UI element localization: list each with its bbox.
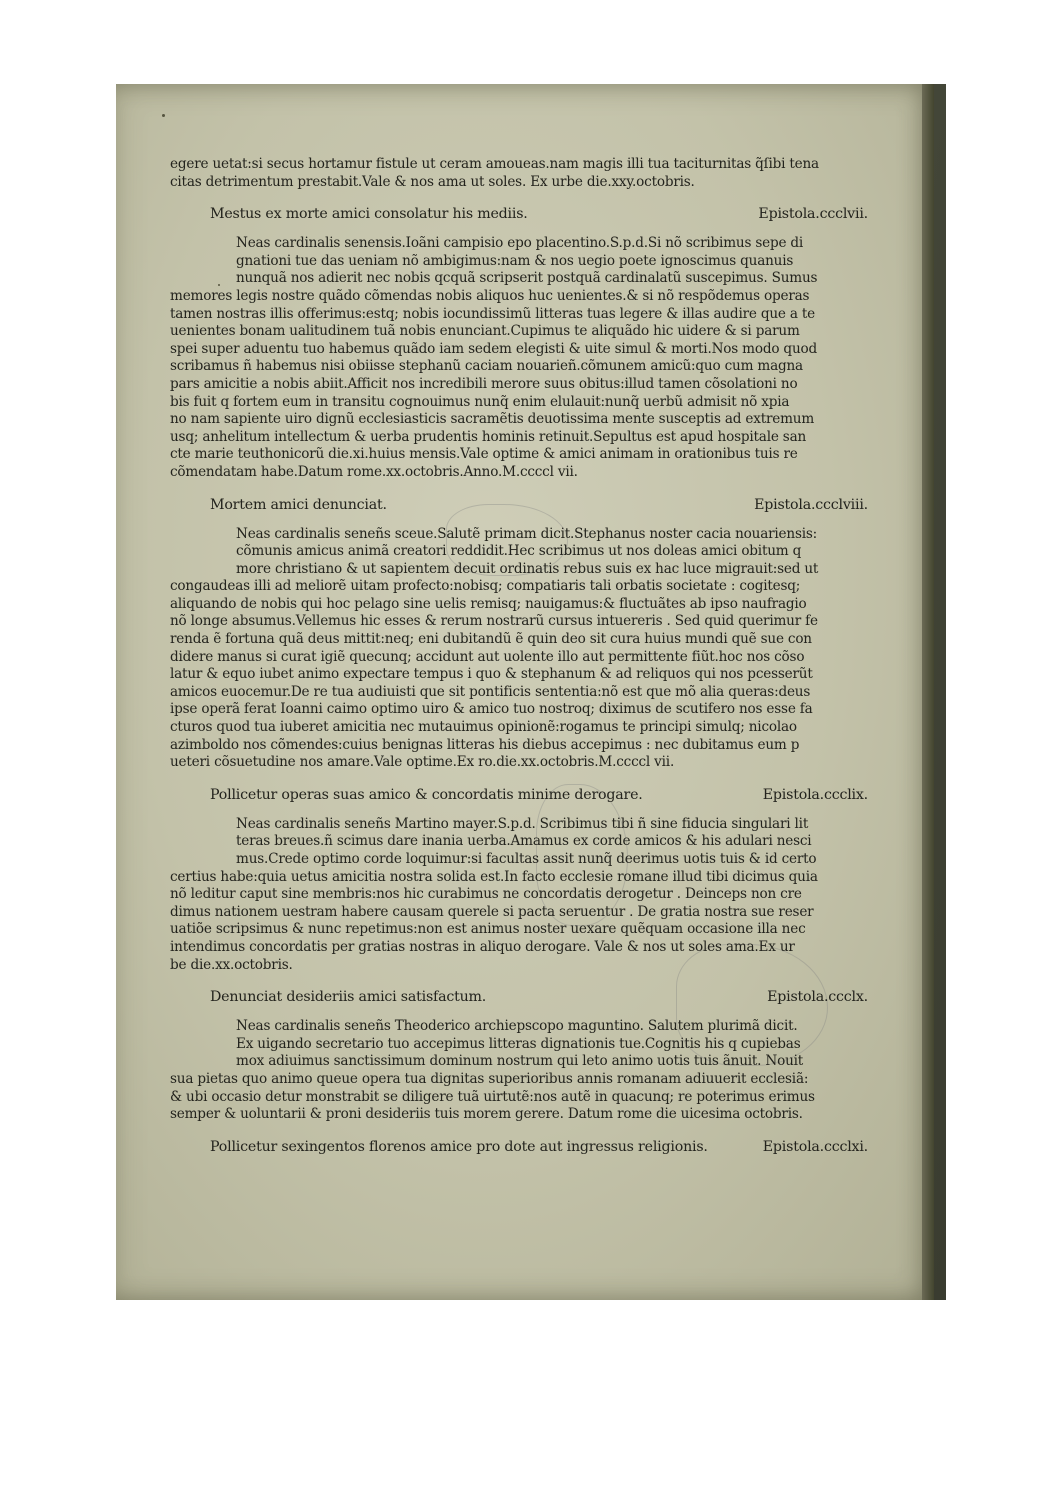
text-line: certius habe:quia uetus amicitia nostra solida est.In facto ecclesie romane illud tibi dicimus quia (170, 868, 818, 885)
letter-heading (170, 786, 870, 804)
text-line: Neas cardinalis seneñs Martino mayer.S.p.d. Scribimus tibi ñ sine fiducia singulari lit (236, 815, 809, 832)
text-line: uenientes bonam ualitudinem tuã nobis enunciant.Cupimus te aliquãdo hic uidere & si parum (170, 323, 800, 340)
letter-body (170, 526, 870, 772)
text-line: dimus nationem uestram habere causam querele si pacta seruentur . De gratia nostra sue reser (170, 903, 814, 920)
book-leaf (116, 84, 934, 1300)
letter-heading (170, 496, 870, 514)
letter-heading (170, 1138, 870, 1156)
text-line: no nam sapiente uiro dignũ ecclesiasticis sacramẽtis deuotissima mente susceptis ad extremum (170, 411, 815, 428)
letter-heading (170, 205, 870, 223)
letter-title: Pollicetur operas suas amico & concordatis minime derogare. (210, 786, 643, 803)
text-line: aliquando de nobis qui hoc pelago sine uelis remisq; nauigamus:& fluctuãtes ab ipso naufragio (170, 595, 807, 612)
text-line: citas detrimentum prestabit.Vale & nos ama ut soles. Ex urbe die.xxy.octobris. (170, 173, 695, 190)
text-line: memores legis nostre quãdo cõmendas nobis aliquos huc uenientes.& si nõ respõdemus operas (170, 287, 810, 304)
text-line: Ex uigando secretario tuo accepimus litteras dignationis tue.Cognitis his q cupiebas (236, 1035, 801, 1052)
letter-heading (170, 988, 870, 1006)
text-line: azimboldo nos cõmendes:cuius benignas litteras his diebus accepimus : nec dubitamus eum p (170, 736, 800, 753)
letter-title: Denunciat desideriis amici satisfactum. (210, 989, 487, 1006)
text-line: Neas cardinalis seneñs Theoderico archiepscopo maguntino. Salutem plurimã dicit. (236, 1018, 798, 1035)
text-line: pars amicitie a nobis abiit.Afficit nos incredibili merore suus obitus:illud tamen cõsolationi no (170, 375, 798, 392)
text-line: sua pietas quo animo queue opera tua dignitas superioribus annis romanam adiuuerit ecclesiã: (170, 1070, 809, 1087)
letter-body (170, 1018, 870, 1124)
text-line: didere manus si curat igiẽ quecunq; accidunt aut uolente illo aut permittente fiũt.hoc nos cõso (170, 648, 805, 665)
text-line: amicos euocemur.De re tua audiuisti que sit pontificis sententia:nõ est que mõ alia queras:deus (170, 683, 811, 700)
text-line: uatiõe scripsimus & nunc repetimus:non est animus noster uexare quẽquam occasione illa nec (170, 921, 806, 938)
text-line: tamen nostras illis offerimus:estq; nobis iocundissimũ litteras tuas legere & illas audire que a te (170, 305, 816, 322)
text-line: teras breues.ñ scimus dare inania uerba.Amamus ex corde amicos & his adulari nesci (236, 833, 812, 850)
text-line: ipse operã ferat Ioanni caimo optimo uiro & amico tuo nostroq; diximus de scutifero nos esse fa (170, 701, 813, 718)
text-line: mus.Crede optimo corde loquimur:si facultas assit nunq̃ deerimus uotis tuis & id certo (236, 851, 817, 867)
text-line: Neas cardinalis senensis.Ioãni campisio epo placentino.S.p.d.Si nõ scribimus sepe di (236, 235, 804, 252)
letter-continuation (170, 156, 870, 191)
text-line: cte marie teuthonicorũ die.xi.huius mensis.Vale optime & amici animam in orationibus tuis re (170, 446, 798, 463)
text-line: & ubi occasio detur monstrabit se diligere tuã uirtutẽ:nos autẽ in quacunq; re poterimus erimus (170, 1088, 815, 1105)
text-line: cturos quod tua iuberet amicitia nec mutauimus opinionẽ:rogamus te principi simulq; nicolao (170, 719, 797, 736)
letter-body (170, 235, 870, 481)
text-line: nunquã nos adierit nec nobis qcquã scripserit postquã cardinalatũ suscepimus. Sumus (236, 270, 818, 287)
letter-title: Mestus ex morte amici consolatur his mediis. (210, 206, 528, 223)
text-line: scribamus ñ habemus nisi obiisse stephanũ caciam nouarieñ.cõmunem amicũ:quo cum magna (170, 358, 803, 375)
text-line: gnationi tue das ueniam nõ ambigimus:nam & nos uegio poete ignoscimus quanuis (236, 252, 794, 269)
ink-speck (162, 114, 165, 117)
letter-number: Epistola.ccclxi. (762, 1138, 868, 1155)
text-line: ueteri cõsuetudine nos amare.Vale optime.Ex ro.die.xx.octobris.M.ccccl vii. (170, 754, 675, 771)
text-line: bis fuit q fortem eum in transitu cognouimus nunq̃ enim elulauit:nunq̃ uerbũ admisit nõ xpia (170, 393, 790, 410)
text-line: mox adiuimus sanctissimum dominum nostrum qui leto animo uotis tuis ãnuit. Nouit (236, 1053, 804, 1070)
text-line: spei super aduentu tuo habemus quãdo iam sedem elegisti & uite simul & morti.Nos modo quod (170, 340, 817, 357)
letter-number: Epistola.ccclvii. (758, 206, 868, 223)
text-line: more christiano & ut sapientem decuit ordinatis rebus suis ex hac luce migrauit:sed ut (236, 560, 819, 577)
text-line: usq; anhelitum intellectum & uerba prudentis hominis retinuit.Sepultus est apud hospitale san (170, 428, 807, 445)
letter-number: Epistola.ccclx. (767, 989, 868, 1006)
page-edge-shadow (922, 84, 934, 1300)
text-line: latur & equo iubet animo expectare tempus i quo & stephanum & ad reliquos qui nos pcesserũt (170, 666, 813, 683)
text-line: be die.xx.octobris. (170, 956, 293, 973)
text-line: nõ longe absumus.Vellemus hic esses & rerum nostrarũ cursus intuereris . Sed quid querimur fe (170, 613, 818, 630)
letter-title: Mortem amici denunciat. (210, 496, 387, 513)
letter-number: Epistola.ccclix. (762, 786, 868, 803)
text-line: cõmunis amicus animã creatori reddidit.Hec scribimus ut nos doleas amici obitum q (236, 543, 802, 560)
text-line: intendimus concordatis per gratias nostras in aliquo derogare. Vale & nos ut soles ama.Ex ur (170, 938, 795, 955)
letter-title: Pollicetur sexingentos florenos amice pro dote aut ingressus religionis. (210, 1138, 708, 1155)
text-line: egere uetat:si secus hortamur fistule ut ceram amoueas.nam magis illi tua taciturnitas q̃ſibi tena (170, 156, 819, 172)
scanned-page-photo (116, 84, 946, 1300)
text-line: cõmendatam habe.Datum rome.xx.octobris.Anno.M.ccccl vii. (170, 463, 578, 480)
text-line: Neas cardinalis seneñs sceue.Salutẽ primam dicit.Stephanus noster cacia nouariensis: (236, 525, 818, 542)
letter-number: Epistola.ccclviii. (754, 496, 868, 513)
letter-body (170, 816, 870, 974)
text-line: renda ẽ fortuna quã deus mittit:neq; eni dubitandũ ẽ quin deo sit cura huius mundi quẽ sue con (170, 631, 812, 648)
text-line: semper & uoluntarii & proni desideriis tuis morem gerere. Datum rome die uicesima octobris. (170, 1106, 803, 1123)
text-line: congaudeas illi ad meliorẽ uitam profecto:nobisq; compatiaris tali orbatis societate : cogitesq; (170, 578, 801, 595)
text-line: nõ leditur caput sine membris:nos hic curabimus ne concordatis derogetur . Deinceps non cre (170, 886, 802, 903)
page-text (170, 156, 870, 1168)
